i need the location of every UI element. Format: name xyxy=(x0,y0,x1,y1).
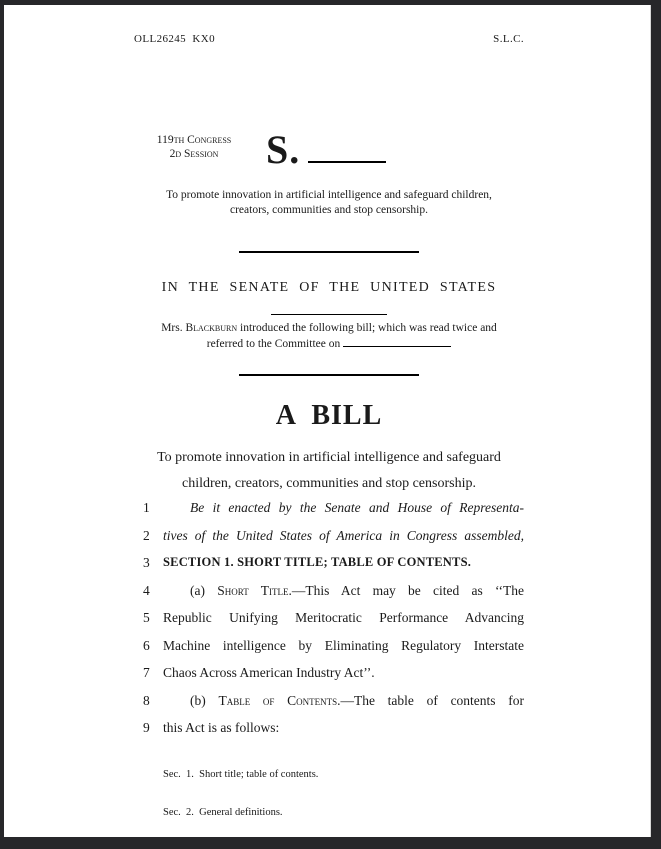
bill-title-heading: A BILL xyxy=(275,400,383,431)
committee-blank xyxy=(343,346,451,347)
long-title: To promote innovation in artificial intelligence and safeguard children, creators, communities and stop censorship. xyxy=(157,450,501,491)
sponsor-statement xyxy=(134,321,524,352)
bill-text-line: 6 Machine intelligence by Eliminating Regulatory Interstate xyxy=(134,632,524,660)
bill-text-line: 1 Be it enacted by the Senate and House of Representa- xyxy=(134,494,524,522)
toc-entry: Sec. 2. General definitions. xyxy=(163,806,283,818)
separator-rule-short xyxy=(271,314,387,315)
bill-text-line: 2 tives of the United States of America in Congress assembled, xyxy=(134,522,524,550)
separator-rule xyxy=(239,251,419,253)
line-number: 6 xyxy=(143,637,150,653)
print-code: OLL26245 KX0 xyxy=(134,33,215,45)
line-number: 5 xyxy=(143,610,150,625)
bill-letter: S. xyxy=(266,127,301,172)
line-number: 4 xyxy=(143,582,150,598)
chamber-heading: IN THE SENATE OF THE UNITED STATES xyxy=(161,280,497,295)
masthead xyxy=(134,129,524,171)
line-number: 1 xyxy=(143,500,150,515)
bill-text-line: 5 Republic Unifying Meritocratic Performance Advancing xyxy=(134,604,524,632)
line-number: 9 xyxy=(143,720,150,735)
sponsor-line-2: referred to the Committee on xyxy=(134,337,524,353)
bill-text-line: 9 this Act is as follows: xyxy=(134,714,524,742)
table-of-contents xyxy=(134,744,524,844)
line-number: 3 xyxy=(143,555,150,570)
sponsor-line-1: Mrs. Blackburn introduced the following bill; which was read twice and xyxy=(161,322,497,334)
line-number: 7 xyxy=(143,665,150,680)
page-header xyxy=(134,33,524,45)
bill-number xyxy=(266,129,386,171)
bill-text-line: 7 Chaos Across American Industry Act’’. xyxy=(134,659,524,687)
bill-text-line: 3 SECTION 1. SHORT TITLE; TABLE OF CONTENTS. xyxy=(134,549,524,577)
line-number: 2 xyxy=(143,527,150,543)
bill-page xyxy=(4,5,651,837)
bill-text xyxy=(134,494,524,742)
sponsor-name: Blackburn xyxy=(185,322,238,334)
bill-text-line: 8 (b) Table of Contents.—The table of contents for xyxy=(134,687,524,715)
bill-content xyxy=(134,5,524,837)
line-number: 8 xyxy=(143,692,150,708)
congress-session-block xyxy=(134,129,254,161)
preamble-title: To promote innovation in artificial intelligence and safeguard children, creators, communities and stop censorship. xyxy=(166,189,492,216)
bill-text-line: 4 (a) Short Title.—This Act may be cited as ‘‘The xyxy=(134,577,524,605)
toc-entry: Sec. 1. Short title; table of contents. xyxy=(163,769,319,780)
separator-rule xyxy=(239,374,419,376)
congress-line: 119th Congress xyxy=(156,134,232,146)
session-line: 2d Session xyxy=(169,148,219,160)
bill-number-blank xyxy=(308,161,386,163)
office-code: S.L.C. xyxy=(493,33,524,45)
